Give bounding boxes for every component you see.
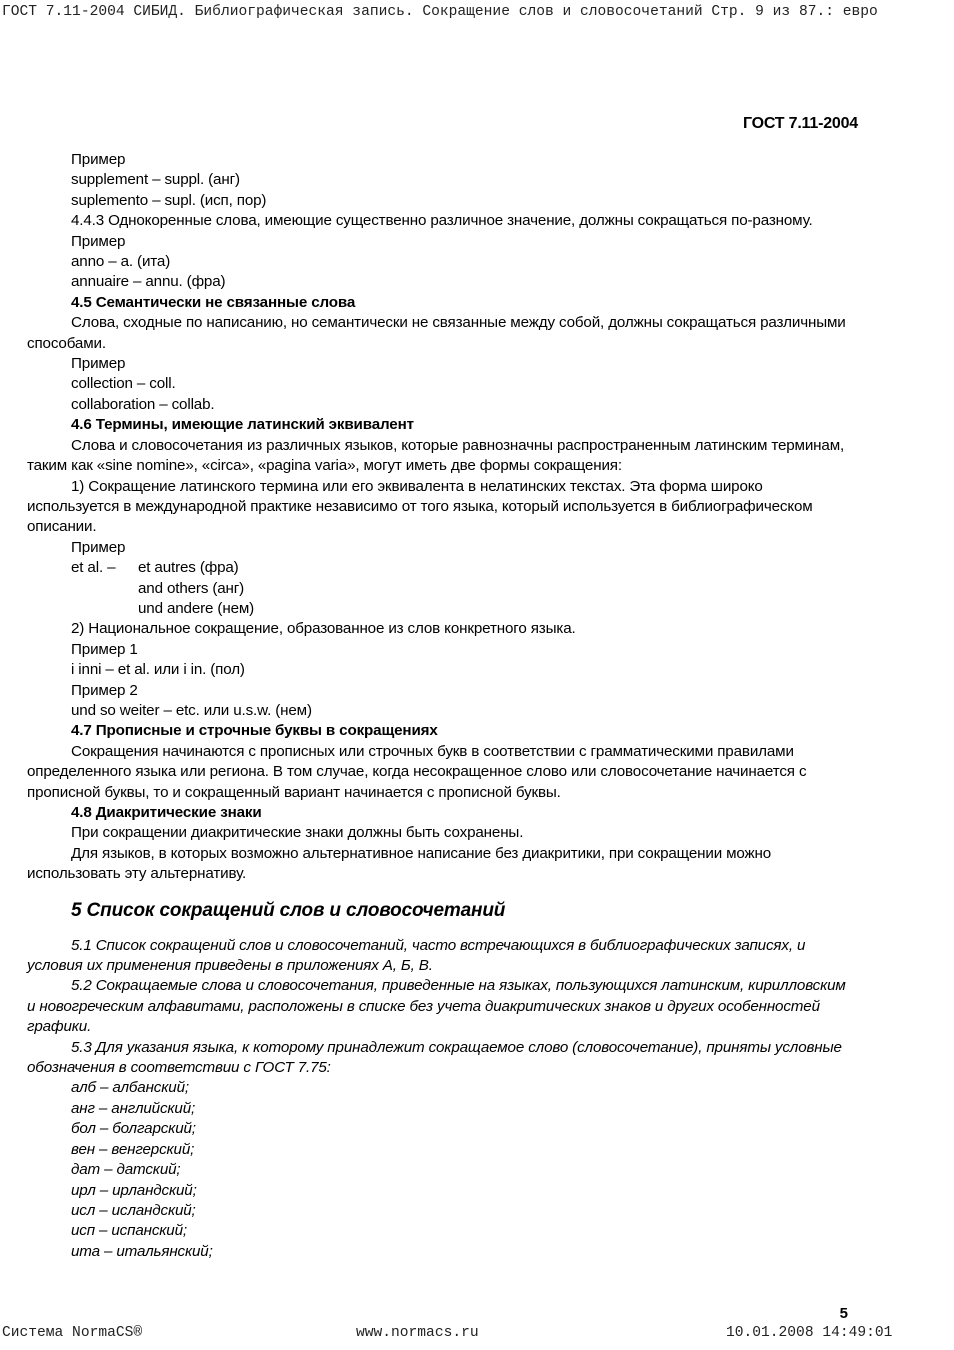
- browser-header: ГОСТ 7.11-2004 СИБИД. Библиографическая запись. Сокращение слов и словосочетаний Стр. 9 из 87.: евро: [2, 4, 878, 20]
- section-heading: 5 Список сокращений слов и словосочетаний: [71, 899, 506, 921]
- footer-site-link[interactable]: www.normacs.ru: [356, 1325, 479, 1341]
- paragraph: 1) Сокращение латинского термина или его эквивалента в нелатинских текстах. Эта форма широко используется в международной практике независимо от того языка, который используется в библиографическом описании.: [27, 477, 813, 536]
- example-line: collection – coll.: [71, 375, 176, 393]
- paragraph: 2) Национальное сокращение, образованное из слов конкретного языка.: [71, 620, 576, 638]
- example-block: [27, 558, 847, 578]
- subsection-heading: 4.8 Диакритические знаки: [71, 804, 262, 821]
- example-line: collaboration – collab.: [71, 395, 215, 413]
- example-line: und andere (нем): [138, 599, 255, 617]
- example-label: Пример: [71, 232, 126, 250]
- paragraph: Слова, сходные по написанию, но семантически не связанные между собой, должны сокращаться различными способами.: [27, 314, 846, 352]
- paragraph: 5.2 Сокращаемые слова и словосочетания, приведенные на языках, пользующихся латинским, кирилловским и новогреческим алфавитами, расположены в списке без учета диакритических знаков и других особенностей графики.: [27, 977, 846, 1036]
- example-line: anno – a. (ита): [71, 253, 171, 271]
- footer-system: Система NormaCS®: [2, 1325, 143, 1341]
- example-label: Пример: [71, 355, 126, 373]
- paragraph: 4.4.3 Однокоренные слова, имеющие существенно различное значение, должны сокращаться по-разному.: [71, 212, 813, 230]
- paragraph: Сокращения начинаются с прописных или строчных букв в соответствии с грамматическими правилами определенного языка или региона. В том случае, когда несокращенное слово или словосочетание начинается с прописной буквы, то и сокращенный вариант начинается с прописной буквы.: [27, 742, 807, 801]
- document-body: [27, 150, 847, 1262]
- paragraph: 5.1 Список сокращений слов и словосочетаний, часто встречающихся в библиографических записях, и условия их применения приведены в приложениях А, Б, В.: [27, 936, 806, 975]
- subsection-heading: 4.7 Прописные и строчные буквы в сокращениях: [71, 722, 438, 740]
- example-line: annuaire – annu. (фра): [71, 273, 226, 291]
- page-footer: [0, 1325, 954, 1345]
- page-number: 5: [839, 1305, 848, 1322]
- paragraph: Для языков, в которых возможно альтернативное написание без диакритики, при сокращении можно использовать эту альтернативу.: [27, 844, 772, 883]
- subsection-heading: 4.6 Термины, имеющие латинский эквивалент: [71, 416, 414, 434]
- language-item: анг – английский;: [71, 1099, 196, 1117]
- language-item: исп – испанский;: [71, 1222, 187, 1240]
- paragraph: При сокращении диакритические знаки должны быть сохранены.: [71, 824, 524, 842]
- example-line: supplement – suppl. (анг): [71, 171, 240, 189]
- document-code: ГОСТ 7.11-2004: [742, 115, 858, 132]
- language-item: дат – датский;: [71, 1161, 181, 1179]
- language-item: алб – албанский;: [71, 1079, 189, 1097]
- example-label: Пример 1: [71, 640, 138, 658]
- example-line: suplemento – supl. (исп, пор): [71, 191, 267, 209]
- example-line: et autres (фра): [138, 559, 239, 577]
- language-item: ита – итальянский;: [71, 1242, 213, 1260]
- example-line: i inni – et al. или i in. (пол): [71, 661, 245, 679]
- example-line: and others (анг): [138, 579, 245, 597]
- paragraph: 5.3 Для указания языка, к которому принадлежит сокращаемое слово (словосочетание), приняты условные обозначения в соответствии с ГОСТ 7.75:: [27, 1038, 842, 1077]
- language-item: вен – венгерский;: [71, 1140, 195, 1158]
- language-item: исл – исландский;: [71, 1201, 196, 1219]
- language-item: ирл – ирландский;: [71, 1181, 197, 1199]
- language-item: бол – болгарский;: [71, 1120, 196, 1138]
- example-key: et al. –: [71, 559, 116, 577]
- subsection-heading: 4.5 Семантически не связанные слова: [71, 293, 356, 311]
- example-label: Пример: [71, 538, 126, 556]
- example-label: Пример 2: [71, 681, 138, 699]
- paragraph: Слова и словосочетания из различных языков, которые равнозначны распространенным латинским терминам, таким как «sine nomine», «circa», «pagina varia», могут иметь две формы сокращения:: [27, 436, 845, 475]
- example-line: und so weiter – etc. или u.s.w. (нем): [71, 701, 312, 719]
- example-label: Пример: [71, 151, 126, 168]
- footer-datetime: 10.01.2008 14:49:01: [726, 1325, 893, 1341]
